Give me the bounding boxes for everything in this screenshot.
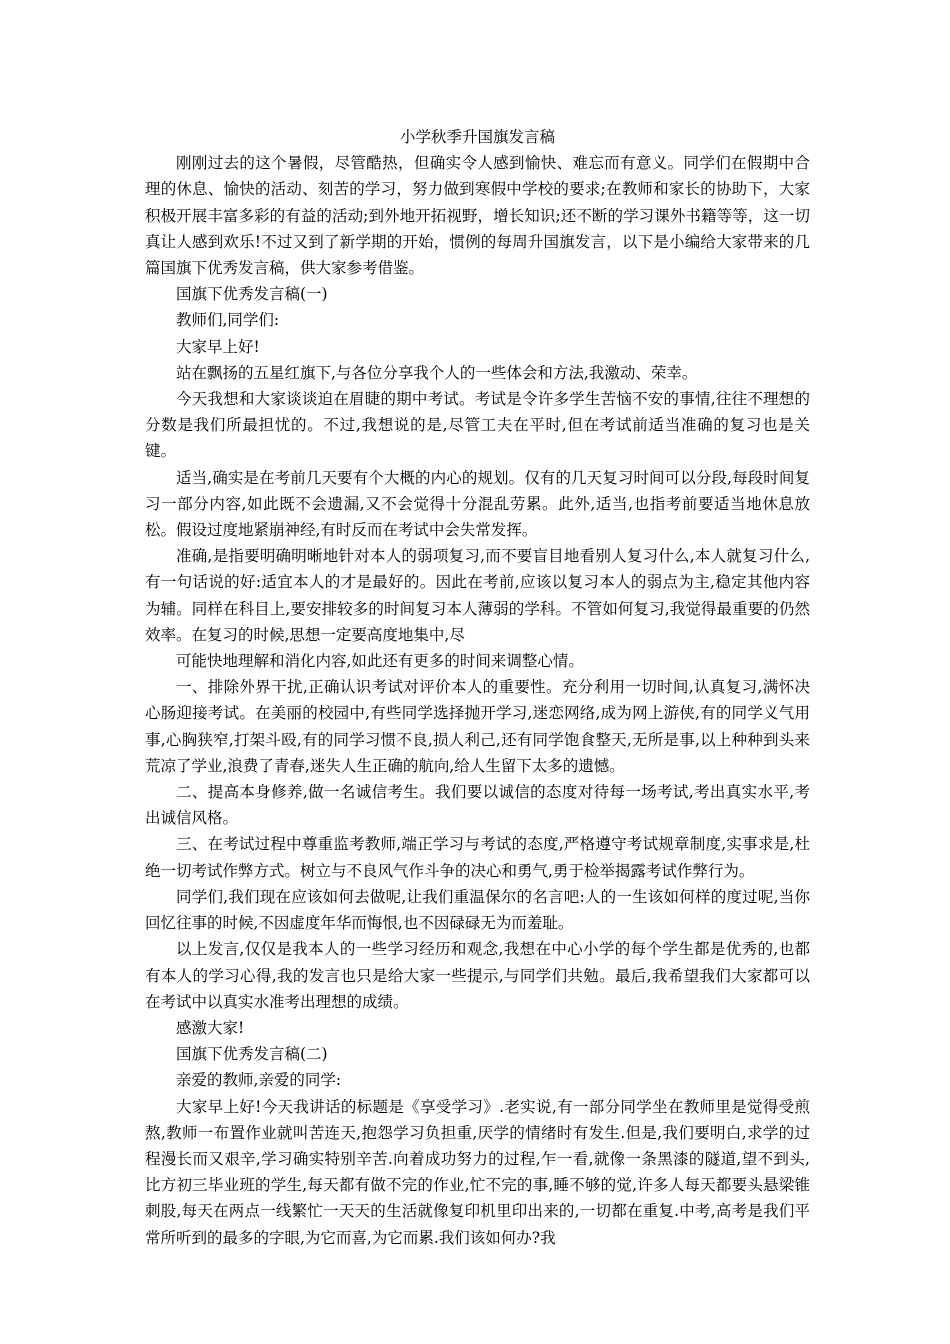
paragraph: 亲爱的教师,亲爱的同学:: [176, 1071, 342, 1090]
paragraph: 大家早上好!: [176, 337, 260, 356]
paragraph: 三、在考试过程中尊重监考教师,端正学习与考试的态度,严格遵守考试规章制度,实事求是,杜绝一切考试作弊方式。树立与不良风气作斗争的决心和勇气,勇于检举揭露考试作弊行为。: [145, 835, 810, 880]
document-title: 小学秋季升国旗发言稿: [399, 128, 555, 146]
paragraph: 站在飘扬的五星红旗下,与各位分享我个人的一些体会和方法,我激动、荣幸。: [176, 363, 698, 382]
section-heading: 国旗下优秀发言稿(二): [176, 1045, 328, 1064]
paragraph: 刚刚过去的这个暑假，尽管酷热，但确实令人感到愉快、难忘而有意义。同学们在假期中合理的休息、愉快的活动、刻苦的学习，努力做到寒假中学校的要求;在教师和家长的协助下，大家积极开展丰富多彩的有益的活动;到外地开拓视野，增长知识;还不断的学习课外书籍等等，这一切真让人感到欢乐!不过又到了新学期的开始，惯例的每周升国旗发言，以下是小编给大家带来的几篇国旗下优秀发言稿，供大家参考借鉴。: [145, 154, 810, 278]
paragraph: 大家早上好!今天我讲话的标题是《享受学习》.老实说,有一部分同学坐在教师里是觉得受煎熬,教师一布置作业就叫苦连天,抱怨学习负担重,厌学的情绪时有发生.但是,我们要明白,求学的过程漫长而又艰辛,学习确实特别辛苦.向着成功努力的过程,乍一看,就像一条黑漆的隧道,望不到头,比方初三毕业班的学生,每天都有做不完的作业,忙不完的事,睡不够的觉,许多人每天都要头悬梁锥刺股,每天在两点一线繁忙一天天的生活就像复印机里印出来的,一切都在重复.中考,高考是我们平常所听到的最多的字眼,为它而喜,为它而累.我们该如何办?我: [145, 1097, 810, 1247]
paragraph: 准确,是指要明确明晰地针对本人的弱项复习,而不要盲目地看别人复习什么,本人就复习什么,有一句话说的好:适宜本人的才是最好的。因此在考前,应该以复习本人的弱点为主,稳定其他内容为辅。同样在科目上,要安排较多的时间复习本人薄弱的学科。不管如何复习,我觉得最重要的仍然效率。在复习的时候,思想一定要高度地集中,尽: [145, 547, 810, 644]
paragraph: 今天我想和大家谈谈迫在眉睫的期中考试。考试是令许多学生苦恼不安的事情,往往不理想的分数是我们所最担忧的。不过,我想说的是,尽管工夫在平时,但在考试前适当准确的复习也是关键。: [145, 390, 810, 461]
document-body: [145, 124, 810, 1251]
section-heading: 国旗下优秀发言稿(一): [176, 285, 328, 304]
paragraph: 感激大家!: [176, 1018, 245, 1037]
paragraph: 一、排除外界干扰,正确认识考试对评价本人的重要性。充分利用一切时间,认真复习,满怀决心肠迎接考试。在美丽的校园中,有些同学选择抛开学习,迷恋网络,成为网上游侠,有的同学义气用事,心胸狭窄,打架斗殴,有的同学习惯不良,损人利己,还有同学饱食整天,无所是事,以上种种到头来荒凉了学业,浪费了青春,迷失人生正确的航向,给人生留下太多的遗憾。: [145, 678, 810, 775]
paragraph: 可能快地理解和消化内容,如此还有更多的时间来调整心情。: [176, 652, 584, 671]
paragraph: 二、提高本身修养,做一名诚信考生。我们要以诚信的态度对待每一场考试,考出真实水平,考出诚信风格。: [145, 783, 810, 828]
paragraph: 以上发言,仅仅是我本人的一些学习经历和观念,我想在中心小学的每个学生都是优秀的,也都有本人的学习心得,我的发言也只是给大家一些提示,与同学们共勉。最后,我希望我们大家都可以在考试中以真实水准考出理想的成绩。: [145, 940, 810, 1011]
paragraph: 同学们,我们现在应该如何去做呢,让我们重温保尔的名言吧:人的一生该如何样的度过呢,当你回忆往事的时候,不因虚度年华而悔恨,也不因碌碌无为而羞耻。: [145, 887, 810, 933]
paragraph: 教师们,同学们:: [176, 311, 280, 330]
paragraph: 适当,确实是在考前几天要有个大概的内心的规划。仅有的几天复习时间可以分段,每段时间复习一部分内容,如此既不会遗漏,又不会觉得十分混乱劳累。此外,适当,也指考前要适当地休息放松。假设过度地紧崩神经,有时反而在考试中会失常发挥。: [145, 468, 810, 540]
